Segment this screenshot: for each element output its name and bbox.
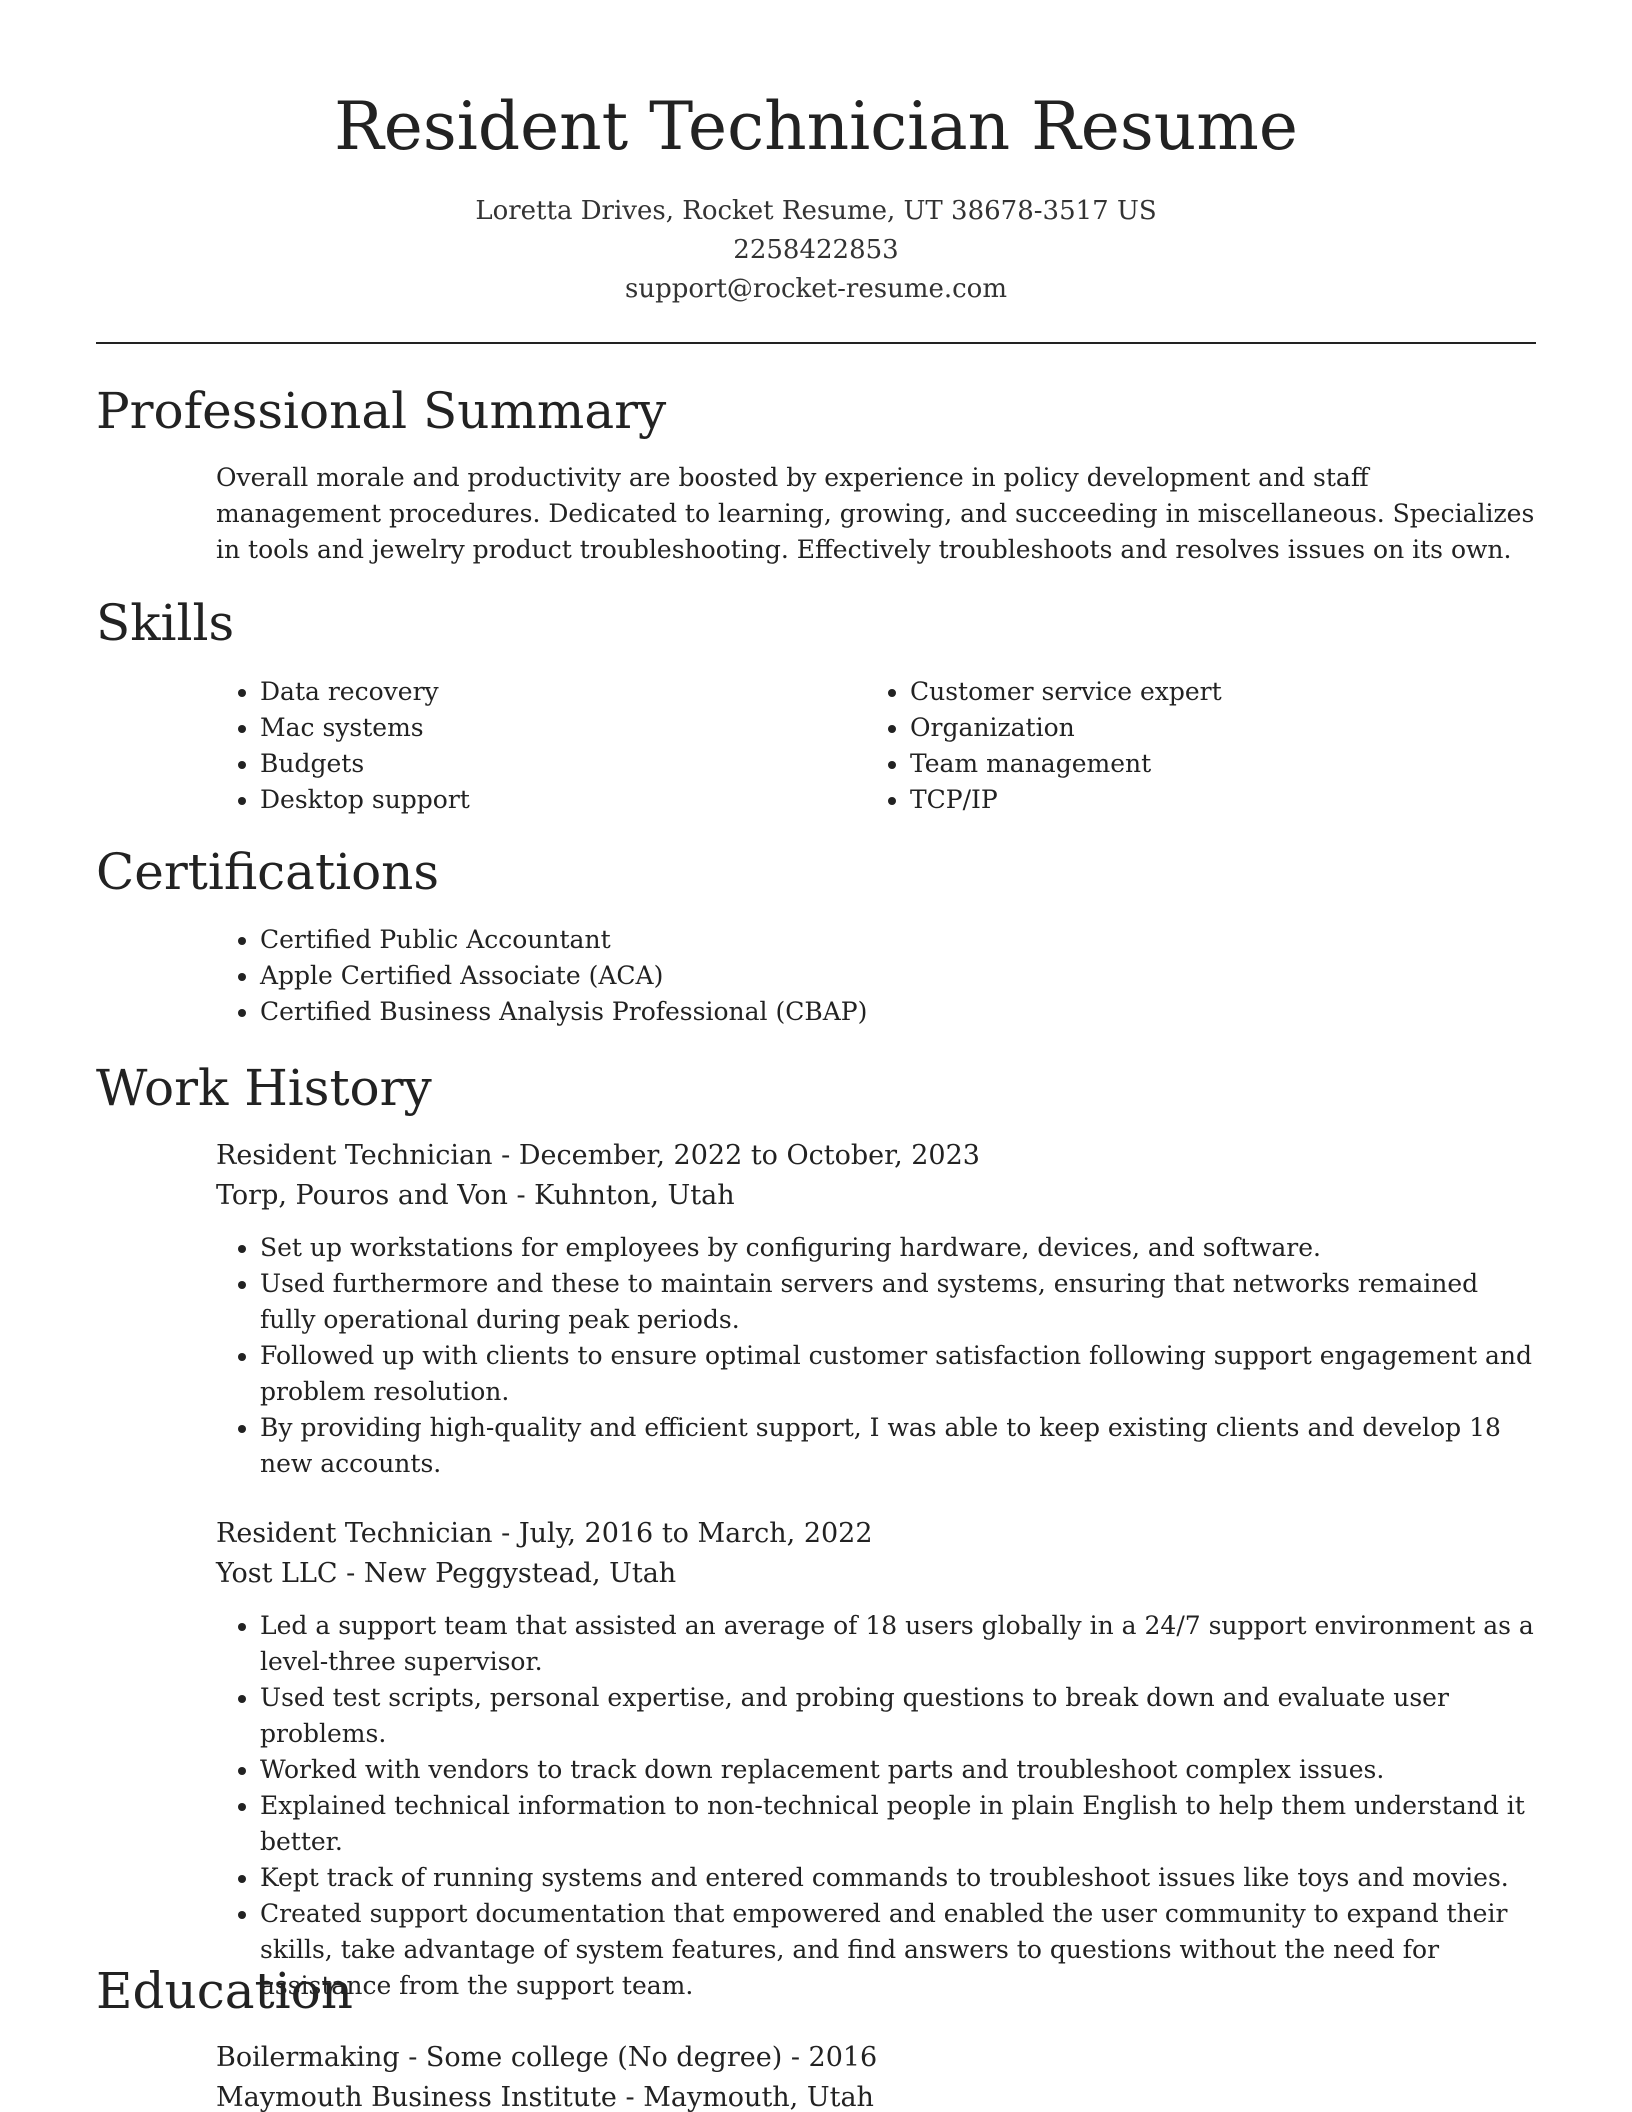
skill-item: • Team management [910, 746, 1516, 782]
job-title-line: Resident Technician - December, 2022 to October, 2023 [216, 1140, 980, 1171]
summary-heading: Professional Summary [96, 382, 667, 440]
skills-column-left [216, 674, 866, 818]
summary-text: Overall morale and productivity are boosted by experience in policy development and staff management procedures. Dedicated to learning, growing, and succeeding in miscellaneous. Specializes in tools and jewelry product troubleshooting. Effectively troubleshoots and resolves issues on its own. [216, 463, 1535, 564]
job-title-line: Resident Technician - July, 2016 to March, 2022 [216, 1518, 873, 1549]
job-bullets [216, 1608, 1536, 2004]
work-history-heading: Work History [96, 1059, 432, 1117]
job-bullet: • By providing high-quality and efficient support, I was able to keep existing clients and develop 18 new accounts. [260, 1410, 1536, 1482]
contact-info [0, 192, 1632, 309]
education-heading: Education [96, 1962, 353, 2020]
job-bullet: • Set up workstations for employees by configuring hardware, devices, and software. [260, 1230, 1536, 1266]
skill-item: • Customer service expert [910, 674, 1516, 710]
skill-item: • Desktop support [260, 782, 866, 818]
job-entry [216, 1136, 1536, 1216]
skill-item: • TCP/IP [910, 782, 1516, 818]
resume-header [0, 0, 1632, 309]
job-bullet: • Used furthermore and these to maintain servers and systems, ensuring that networks remained fully operational during peak periods. [260, 1266, 1536, 1338]
job-bullet: • Led a support team that assisted an average of 18 users globally in a 24/7 support environment as a level-three supervisor. [260, 1608, 1536, 1680]
certifications-heading: Certifications [96, 843, 440, 901]
job-bullet: • Worked with vendors to track down replacement parts and troubleshoot complex issues. [260, 1752, 1536, 1788]
skills-list [216, 674, 1536, 818]
certification-item: • Certified Business Analysis Professional (CBAP) [260, 994, 1536, 1030]
certification-item: • Apple Certified Associate (ACA) [260, 958, 1536, 994]
contact-email: support@rocket-resume.com [624, 274, 1007, 304]
contact-phone: 2258422853 [733, 235, 899, 265]
job-company-line: Yost LLC - New Peggystead, Utah [216, 1558, 677, 1589]
skill-item: • Organization [910, 710, 1516, 746]
skill-item: • Data recovery [260, 674, 866, 710]
education-entry [216, 2038, 1536, 2112]
skills-heading: Skills [96, 594, 235, 652]
certification-item: • Certified Public Accountant [260, 922, 1536, 958]
job-bullet: • Followed up with clients to ensure optimal customer satisfaction following support engagement and problem resolution. [260, 1338, 1536, 1410]
header-divider [96, 342, 1536, 344]
skills-column-right [866, 674, 1516, 818]
job-bullet: • Used test scripts, personal expertise, and probing questions to break down and evaluate user problems. [260, 1680, 1536, 1752]
job-bullet: • Created support documentation that empowered and enabled the user community to expand their skills, take advantage of system features, and find answers to questions without the need for assistance from the support team. [260, 1896, 1536, 2004]
certifications-list [216, 922, 1536, 1030]
job-bullet: • Explained technical information to non-technical people in plain English to help them understand it better. [260, 1788, 1536, 1860]
resume-title: Resident Technician Resume [334, 88, 1298, 165]
education-degree-line: Boilermaking - Some college (No degree) - 2016 [216, 2042, 878, 2073]
job-bullets [216, 1230, 1536, 1482]
job-entry [216, 1514, 1536, 1594]
job-company-line: Torp, Pouros and Von - Kuhnton, Utah [216, 1180, 735, 1211]
education-school-line: Maymouth Business Institute - Maymouth, Utah [216, 2082, 874, 2112]
skill-item: • Mac systems [260, 710, 866, 746]
job-bullet: • Kept track of running systems and entered commands to troubleshoot issues like toys and movies. [260, 1860, 1536, 1896]
contact-address: Loretta Drives, Rocket Resume, UT 38678-3517 US [475, 196, 1157, 226]
skill-item: • Budgets [260, 746, 866, 782]
